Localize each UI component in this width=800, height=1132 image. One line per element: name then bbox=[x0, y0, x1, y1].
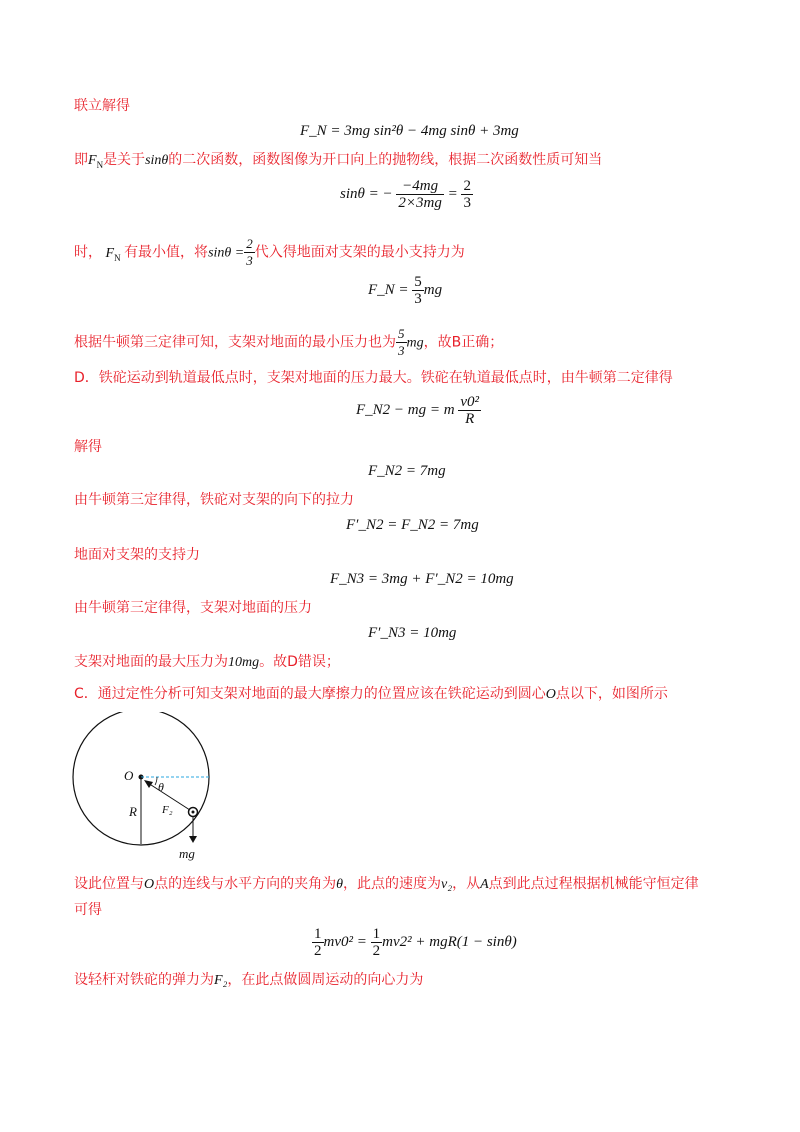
numerator: 1 bbox=[314, 926, 322, 942]
eq-part: mg bbox=[423, 281, 443, 298]
equation-fn2-prime: F′_N2 = F_N2 = 7mg bbox=[346, 517, 479, 533]
text-line: 解得 bbox=[74, 439, 102, 455]
text-span: 设此位置与 bbox=[74, 876, 144, 892]
eq-part: sinθ = − bbox=[340, 185, 393, 202]
math-a: A bbox=[480, 877, 489, 892]
numerator: 1 bbox=[372, 926, 381, 942]
text-line bbox=[74, 970, 423, 991]
arrowhead-icon bbox=[144, 780, 153, 788]
equation-min-force bbox=[368, 274, 442, 307]
fraction bbox=[396, 326, 407, 359]
math-mg: 10mg bbox=[228, 655, 260, 670]
text-span: ，故B正确； bbox=[423, 334, 504, 351]
weight-ball-center bbox=[192, 811, 195, 814]
numerator: −4mg bbox=[396, 178, 443, 195]
label-r: R bbox=[129, 804, 137, 819]
math-sin: sinθ bbox=[145, 153, 169, 168]
label-mg: mg bbox=[179, 846, 195, 861]
fraction bbox=[396, 178, 443, 211]
text-span: 是关于 bbox=[103, 152, 146, 168]
denominator: 2×3mg bbox=[398, 195, 442, 211]
text-span: 的二次函数，函数图像为开口向上的抛物线，根据二次函数性质可知当 bbox=[168, 152, 603, 168]
text-line: 可得 bbox=[74, 902, 102, 918]
equation-energy bbox=[312, 926, 517, 959]
numerator: 5 bbox=[414, 274, 422, 290]
denominator: 2 bbox=[314, 943, 322, 959]
denominator: 3 bbox=[398, 343, 405, 358]
text-span: ，在此点做圆周运动的向心力为 bbox=[227, 972, 424, 988]
denominator: 2 bbox=[372, 943, 381, 959]
text-span: 有最小值，将 bbox=[124, 244, 209, 261]
text-span: 设轻杆对铁砣的弹力为 bbox=[74, 972, 214, 988]
text-span: 点以下，如图所示 bbox=[555, 686, 668, 702]
text-span: 点到此点过程根据机械能守恒定律 bbox=[488, 876, 699, 892]
numerator: 2 bbox=[463, 178, 471, 194]
text-span: ，此点的速度为 bbox=[343, 876, 442, 892]
text-span: 根据牛顿第三定律可知，支架对地面的最小压力也为 bbox=[74, 334, 396, 351]
equation-fn2: F_N2 = 7mg bbox=[368, 463, 446, 479]
math-fn: $F_N$ bbox=[88, 153, 104, 170]
equation-sin bbox=[340, 178, 473, 211]
math-v2: v₂ bbox=[441, 877, 453, 892]
equation-fn3: F_N3 = 3mg + F′_N2 = 10mg bbox=[330, 571, 514, 587]
text-span: 代入得地面对支架的最小支持力为 bbox=[254, 244, 465, 261]
eq-part: = bbox=[356, 933, 367, 950]
text-line: 联立解得 bbox=[74, 98, 130, 114]
math-f2: F₂ bbox=[214, 973, 228, 988]
denominator: 3 bbox=[246, 253, 253, 268]
math-o: O bbox=[545, 687, 556, 702]
math-fn: $F_N$ bbox=[102, 245, 121, 263]
equation-fn3-prime: F′_N3 = 10mg bbox=[368, 625, 457, 641]
denominator: 3 bbox=[414, 291, 422, 307]
eq-part: F_N = bbox=[368, 281, 409, 298]
fraction bbox=[412, 274, 424, 307]
equation-fn: F_N = 3mg sin²θ − 4mg sinθ + 3mg bbox=[300, 123, 519, 139]
text-span: 即 bbox=[74, 152, 88, 168]
text-line: D．铁砣运动到轨道最低点时，支架对地面的压力最大。铁砣在轨道最低点时，由牛顿第二定律得 bbox=[74, 370, 673, 386]
label-o: O bbox=[124, 768, 134, 783]
circle-diagram bbox=[62, 712, 232, 872]
text-line bbox=[74, 874, 699, 895]
math-sin: sinθ = bbox=[208, 245, 245, 261]
label-f2: F₂ bbox=[162, 804, 173, 816]
math-o: O bbox=[144, 877, 155, 892]
numerator: 2 bbox=[246, 236, 253, 251]
text-span: C．通过定性分析可知支架对地面的最大摩擦力的位置应该在铁砣运动到圆心 bbox=[74, 686, 546, 702]
text-span: ，从 bbox=[452, 876, 481, 892]
fraction bbox=[461, 178, 473, 211]
eq-part: = bbox=[447, 185, 458, 202]
denominator: R bbox=[465, 411, 475, 427]
fraction bbox=[244, 236, 255, 269]
numerator: 5 bbox=[398, 326, 405, 341]
label-theta: θ bbox=[158, 780, 164, 794]
numerator: v0² bbox=[460, 394, 479, 410]
text-span: 点的连线与水平方向的夹角为 bbox=[154, 876, 337, 892]
text-line bbox=[74, 236, 465, 269]
text-span: 时， bbox=[74, 244, 102, 261]
eq-part: mv0² bbox=[323, 933, 353, 950]
fraction bbox=[458, 394, 481, 427]
text-line bbox=[74, 150, 602, 175]
text-span: 支架对地面的最大压力为 bbox=[74, 654, 228, 670]
math-theta: θ bbox=[336, 877, 344, 892]
fraction bbox=[312, 926, 324, 959]
arrowhead-icon bbox=[189, 836, 197, 843]
equation-newton2 bbox=[356, 394, 481, 427]
text-line: 由牛顿第三定律得，支架对地面的压力 bbox=[74, 600, 312, 616]
denominator: 3 bbox=[463, 195, 471, 211]
text-span: 。故D错误； bbox=[259, 654, 340, 670]
angle-arc bbox=[155, 777, 157, 785]
text-line bbox=[74, 684, 668, 705]
text-line bbox=[74, 652, 340, 673]
text-line: 地面对支架的支持力 bbox=[74, 547, 200, 563]
text-line: 由牛顿第三定律得，铁砣对支架的向下的拉力 bbox=[74, 492, 354, 508]
text-line bbox=[74, 326, 503, 359]
eq-part: mv2² + mgR(1 − sinθ) bbox=[382, 933, 517, 950]
fraction bbox=[371, 926, 383, 959]
eq-part: F_N2 − mg = m bbox=[356, 401, 455, 418]
math-mg: mg bbox=[406, 335, 424, 351]
